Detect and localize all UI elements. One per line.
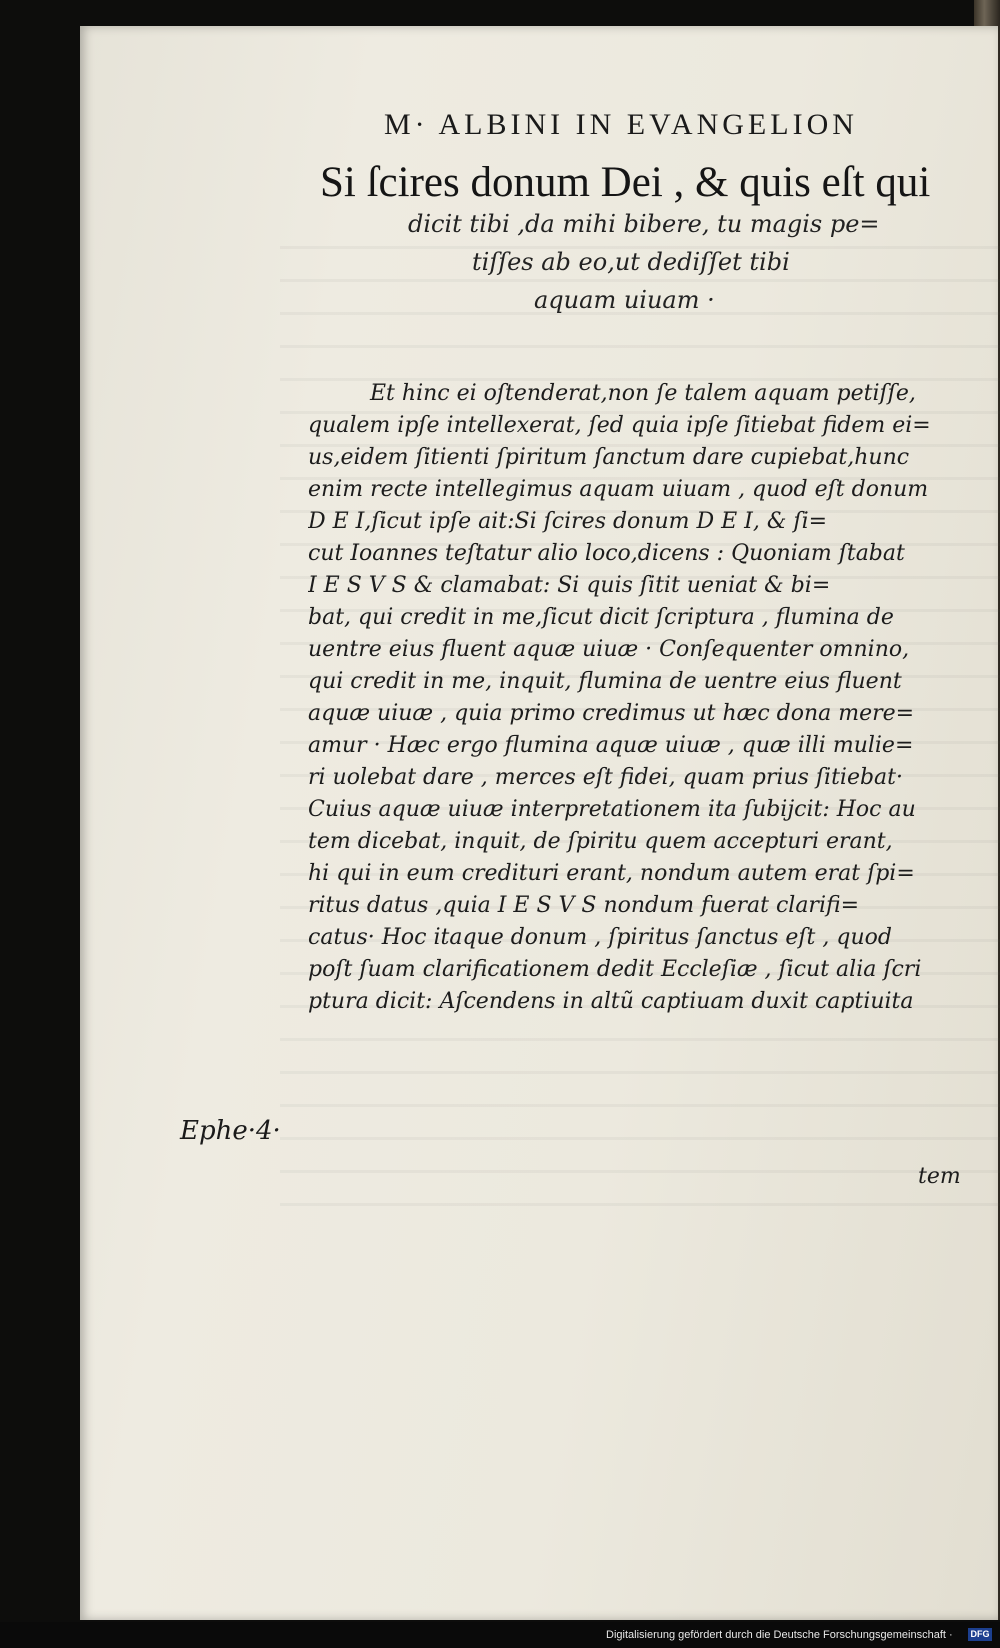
body-line: Cuius aquæ uiuæ interpretationem ita ſubijcit: Hoc au bbox=[308, 797, 916, 822]
body-line: Et hinc ei oſtenderat,non ſe talem aquam petiſſe, bbox=[370, 381, 916, 406]
lemma-line-1: Si ſcires donum Dei , & quis eſt qui bbox=[320, 159, 931, 206]
body-line: D E I,ſicut ipſe ait:Si ſcires donum D E I, & ſi= bbox=[308, 509, 828, 534]
body-line: I E S V S & clamabat: Si quis ſitit ueniat & bi= bbox=[308, 573, 831, 598]
body-line: bat, qui credit in me,ſicut dicit ſcriptura , flumina de bbox=[308, 605, 894, 630]
lemma-line-4: aquam uiuam · bbox=[534, 286, 715, 314]
body-line: uentre eius fluent aquæ uiuæ · Conſequenter omnino, bbox=[308, 637, 910, 662]
margin-note: Ephe·4· bbox=[180, 1116, 281, 1146]
body-line: ri uolebat dare , merces eſt fidei, quam prius ſitiebat· bbox=[308, 765, 903, 790]
body-line: tem dicebat, inquit, de ſpiritu quem accepturi erant, bbox=[308, 829, 893, 854]
body-line: qualem ipſe intellexerat, ſed quia ipſe ſitiebat fidem ei= bbox=[308, 413, 931, 438]
body-line: cut Ioannes teſtatur alio loco,dicens : Quoniam ſtabat bbox=[308, 541, 905, 566]
catchword: tem bbox=[918, 1164, 961, 1189]
body-line: hi qui in eum credituri erant, nondum autem erat ſpi= bbox=[308, 861, 915, 886]
body-line: enim recte intellegimus aquam uiuam , quod eſt donum bbox=[308, 477, 929, 502]
body-line: ritus datus ,quia I E S V S nondum fuerat clarifi= bbox=[308, 893, 860, 918]
body-line: aquæ uiuæ , quia primo credimus ut hæc dona mere= bbox=[308, 701, 915, 726]
footer-credit: Digitalisierung gefördert durch die Deutsche Forschungsgemeinschaft · bbox=[606, 1629, 953, 1641]
dfg-logo: DFG bbox=[968, 1628, 992, 1641]
running-head: M· ALBINI IN EVANGELION bbox=[384, 108, 858, 141]
lemma-line-3: tiſſes ab eo,ut dediſſet tibi bbox=[472, 248, 790, 276]
body-line: qui credit in me, inquit, flumina de uentre eius fluent bbox=[308, 669, 902, 694]
body-line: us,eidem ſitienti ſpiritum ſanctum dare cupiebat,hunc bbox=[308, 445, 910, 470]
body-line: ptura dicit: Aſcendens in altũ captiuam duxit captiuita bbox=[308, 989, 914, 1014]
lemma-line-2: dicit tibi ,da mihi bibere, tu magis pe= bbox=[408, 210, 880, 238]
body-line: poſt ſuam clarificationem dedit Eccleſiæ , ſicut alia ſcri bbox=[308, 957, 922, 982]
body-line: amur · Hæc ergo flumina aquæ uiuæ , quæ illi mulie= bbox=[308, 733, 914, 758]
commentary-body bbox=[308, 378, 968, 1018]
body-line: catus· Hoc itaque donum , ſpiritus ſanctus eſt , quod bbox=[308, 925, 892, 950]
